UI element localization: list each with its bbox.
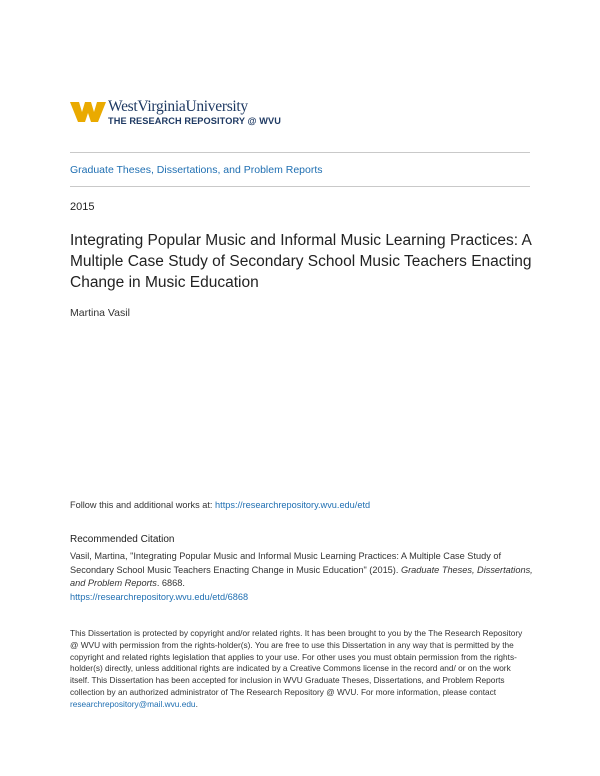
follow-line xyxy=(70,500,370,510)
logo-repository-name: THE RESEARCH REPOSITORY @ WVU xyxy=(108,116,282,126)
follow-prefix: Follow this and additional works at: xyxy=(70,500,216,510)
citation-text xyxy=(70,550,540,604)
rights-statement xyxy=(70,628,530,711)
contact-email-link[interactable]: researchrepository@mail.wvu.edu xyxy=(70,698,196,709)
rights-text: This Dissertation is protected by copyright and/or related rights. It has been brought to you by the The Research Repository @ WVU with permission from the rights-holder(s). You are free to use this Dissertation in any way that is permitted by the copyright and related rights legislation that applies to your use. For other uses you must obtain permission from the rights-holder(s) directly, unless additional rights are indicated by a Creative Commons license in the record and/ or on the work itself. This Dissertation has been accepted for inclusion in WVU Graduate Theses, Dissertations, and Problem Reports collection by an authorized administrator of The Research Repository @ WVU. For more information, please contact xyxy=(70,628,523,697)
collection-link[interactable]: Graduate Theses, Dissertations, and Problem Reports xyxy=(70,164,323,176)
citation-body: Vasil, Martina, "Integrating Popular Music and Informal Music Learning Practices: A Multiple Case Study of Secondary School Music Teachers Enacting Change in Music Education" (2015). xyxy=(70,551,502,575)
wvu-flying-wv-icon xyxy=(70,100,106,124)
rights-end: . xyxy=(195,698,198,709)
collection-divider xyxy=(70,186,530,187)
citation-number: . 6868. xyxy=(156,578,185,588)
citation-url-link[interactable]: https://researchrepository.wvu.edu/etd/6868 xyxy=(70,591,249,602)
recommended-citation-heading: Recommended Citation xyxy=(70,534,175,545)
document-title: Integrating Popular Music and Informal Music Learning Practices: A Multiple Case Study of Secondary School Music Teachers Enacting Change in Music Education xyxy=(70,232,532,291)
repository-etd-link[interactable]: https://researchrepository.wvu.edu/etd xyxy=(215,500,371,510)
author-name: Martina Vasil xyxy=(70,307,130,319)
citation-series: Graduate Theses, Dissertations, and Problem Reports xyxy=(70,564,533,588)
wvu-logo[interactable] xyxy=(70,98,310,134)
logo-university-name: WestVirginiaUniversity xyxy=(108,98,248,115)
top-divider xyxy=(70,152,530,153)
publication-year: 2015 xyxy=(70,201,95,213)
